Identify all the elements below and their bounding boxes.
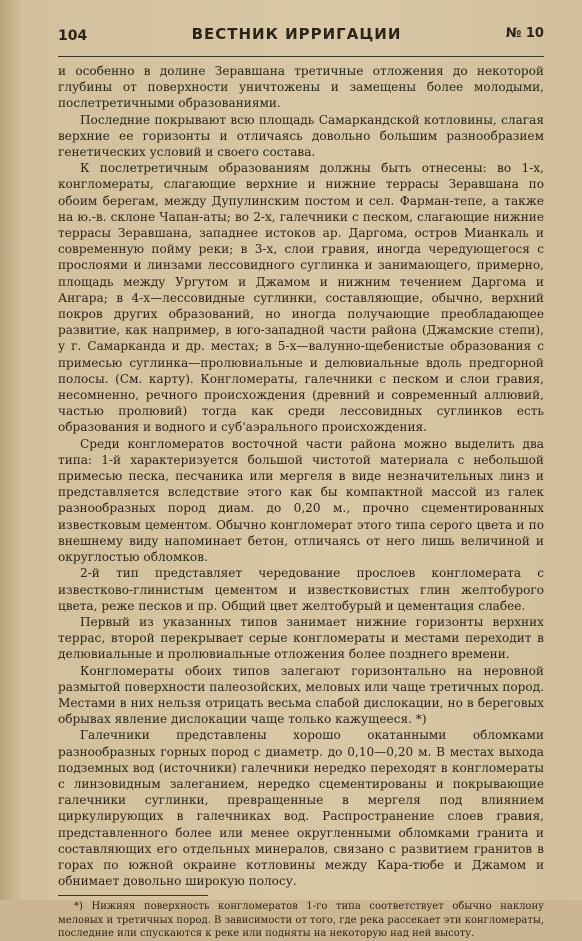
footnote-divider: [58, 895, 208, 896]
footnote: *) Нижняя поверхность конгломератов 1-го типа соответствует обычно наклону меловых и третичных пород. В зависимости от того, где река рассекает эти конгломераты, последние или спускаются к реке или подняты на некоторую над ней высоту.: [58, 901, 545, 940]
paragraph: Последние покрывают всю площадь Самаркандской котловины, слагая верхние ее горизонты и отличаясь довольно большим разнообразием генетических условий и своего состава.: [58, 112, 544, 160]
paragraph: К послетретичным образованиям должны быть отнесены: во 1-х, конгломераты, слагающие верхние и нижние террасы Зеравшана по обоим берегам, между Дупулинским постом и сел. Фарман-тепе, а также на ю.-в. склоне Чапан-аты; во 2-х, галечники с песком, слагающие нижние террасы Зеравшана, западнее истоков ар. Даргома, остров Мианкаль и современную пойму реки; в 3-х, слои гравия, иногда чередующегося с прослоями и линзами лессовидного суглинка и занимающего, примерно, площадь между Ургутом и Джамом и нижним течением Даргома и Ангара; в 4-х—лессовидные суглинки, составляющие, обычно, верхний покров других образований, но иногда получающие преобладающее развитие, как например, в юго-западной части района (Джамские степи), у г. Самарканда и др. местах; в 5-х—валунно-щебенистые образования с примесью суглинка—пролювиальные и делювиальные вдоль предгорной полосы. (См. карту). Конгломераты, галечники с песком и слои гравия, несомненно, речного происхождения (древний и современный аллювий, частью пролювий) тогда как среди лессовидных суглинков есть образования и водного и суб'аэрального происхождения.: [58, 161, 544, 435]
issue-number: № 10: [505, 25, 544, 41]
article-body: [58, 63, 544, 889]
journal-title: ВЕСТНИК ИРРИГАЦИИ: [191, 25, 402, 43]
paragraph: Первый из указанных типов занимает нижние горизонты верхних террас, второй перекрывает серые конгломераты и местами переходит в делювиальные и пролювиальные отложения более позднего времени.: [58, 614, 544, 662]
page-header: [58, 0, 544, 57]
paragraph: Среди конгломератов восточной части района можно выделить два типа: 1-й характеризуется большой чистотой материала с небольшой примесью песка, песчаника или мергеля в виде незначительных линз и представляется вследствие этого как бы компактной массой из галек разнообразных пород диам. до 0,20 м., прочно сцементированных известковым цементом. Обычно конгломерат этого типа серого цвета и по внешнему виду напоминает бетон, отличаясь от него лишь величиной и округлостью обломков.: [58, 436, 544, 565]
paragraph: 2-й тип представляет чередование прослоев конгломерата с известково-глинистым цементом и известковистых глин желтобурого цвета, реже песков и пр. Общий цвет желтобурый и цементация слабее.: [58, 566, 544, 613]
paragraph: и особенно в долине Зеравшана третичные отложения до некоторой глубины от поверхности уничтожены и замещены более молодыми, послетретичными образованиями.: [58, 64, 544, 111]
paragraph: Конгломераты обоих типов залегают горизонтально на неровной размытой поверхности палеозойских, меловых или чаще третичных пород. Местами в них нельзя отрицать весьма слабой дислокации, но в береговых обрывах явление дислокации чаще только кажущееся. *): [58, 663, 544, 727]
paragraph: Галечники представлены хорошо окатанными обломками разнообразных горных пород с диаметр. до 0,10—0,20 м. В местах выхода подземных вод (источники) галечники нередко переходят в конгломераты с линзовидным залеганием, нередко сцементированы и покрывающие галечники суглинки, превращенные в мергеля под влиянием циркулирующих в галечниках вод. Распространение слоев гравия, представленного более или менее округленными обломками гранита и составляющих его отдельных минералов, связано с развитием гранитов в горах по южной окраине котловины между Кара-тюбе и Джамом и обнимает довольно широкую полосу.: [58, 728, 544, 889]
page-number: 104: [58, 28, 88, 44]
